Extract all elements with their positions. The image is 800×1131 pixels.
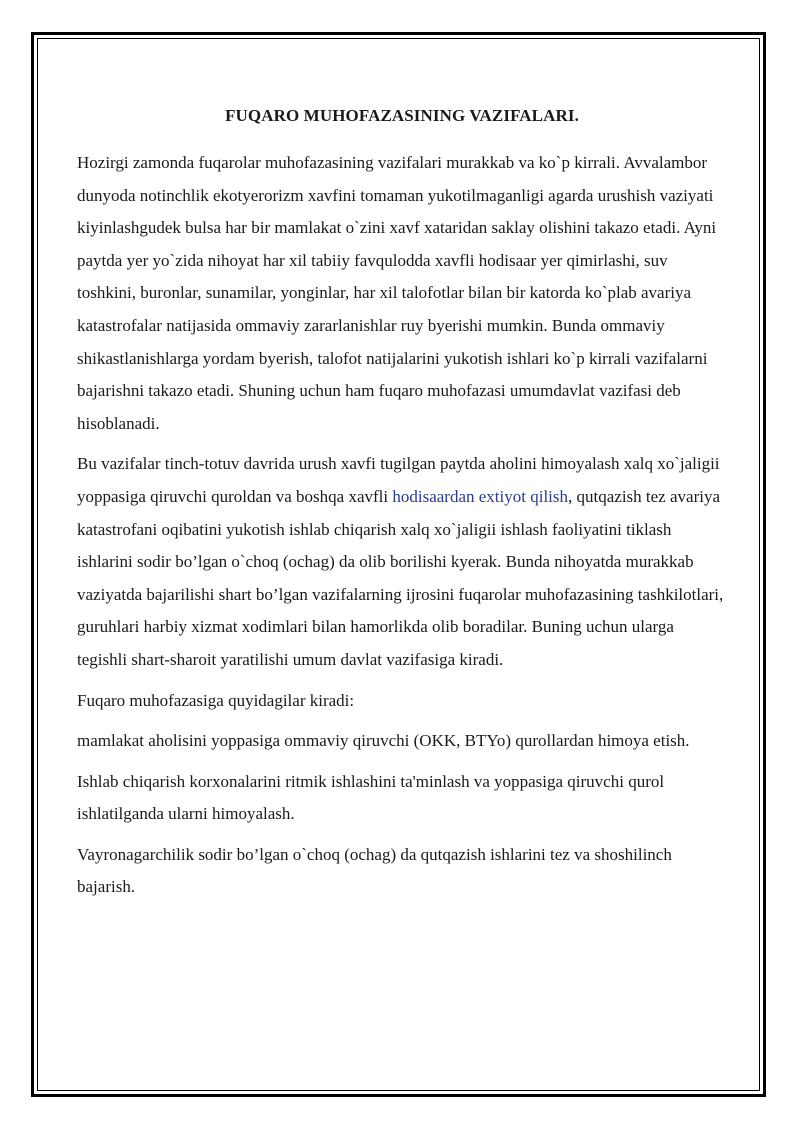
paragraph-intro: Hozirgi zamonda fuqarolar muhofazasining vazifalari murakkab va ko`p kirrali. Avvalambor dunyoda notinchlik ekotyerorizm xavfini tomaman yukotilmaganligi agarda urushish vaziyati kiyinlashgudek bulsa har bir mamlakat o`zini xavf xataridan saklay olishini takazo etadi. Ayni paytda yer yo`zida nihoyat har xil tabiiy favqulodda xavfli hodisaar yer qimirlashi, suv toshkini, buronlar, sunamilar, yonginlar, har xil talofotlar bilan bir katorda ko`plab avariya katastrofalar natijasida ommaviy zararlanishlar ruy byerishi mumkin. Bunda ommaviy shikastlanishlarga yordam byerish, talofot natijalarini yukotish ishlari ko`p kirrali vazifalarni bajarishni takazo etadi. Shuning uchun ham fuqaro muhofazasi umumdavlat vazifasi deb hisoblanadi. [77,153,717,433]
paragraph-duties [77,448,727,676]
document-title: FUQARO MUHOFAZASINING VAZIFALARI. [225,106,579,125]
paragraph-enterprises: Ishlab chiqarish korxonalarini ritmik ishlashini ta'minlash va yoppasiga qiruvchi qurol ishlatilganda ularni himoyalash. [77,771,665,824]
paragraph-list-intro: Fuqaro muhofazasiga quyidagilar kiradi: [77,690,355,710]
document-body [77,106,727,912]
paragraph-duties-text-after: , qutqazish tez avariya katastrofani oqibatini yukotish ishlab chiqarish xalq xo`jaligii ishlash faoliyatini tiklash ishlarini sodir bo’lgan o`choq (ochag) da olib borilishi kyerak. Bunda nihoyatda murakkab vaziyatda bajarilishi shart bo’lgan vazifalarning ijrosini fuqarolar muhofazasining tashkilotlari, guruhlari harbiy xizmat xodimlari bilan hamorlikda olib boradilar. Buning uchun ularga tegishli shart-sharoit yaratilishi umum davlat vazifasiga kiradi. [77,486,724,669]
paragraph-duties-text-before: Bu vazifalar tinch-totuv davrida urush xavfi tugilgan paytda aholini himoyalash xalq xo`jaligii yoppasiga qiruvchi quroldan va boshqa xavfli [77,454,720,506]
hazard-protection-link[interactable]: hodisaardan extiyot qilish [392,486,569,506]
paragraph-protect-population: mamlakat aholisini yoppasiga ommaviy qiruvchi (OKK, BTYo) qurollardan himoya etish. [77,731,690,751]
paragraph-rescue: Vayronagarchilik sodir bo’lgan o`choq (ochag) da qutqazish ishlarini tez va shoshilinch bajarish. [77,844,672,897]
